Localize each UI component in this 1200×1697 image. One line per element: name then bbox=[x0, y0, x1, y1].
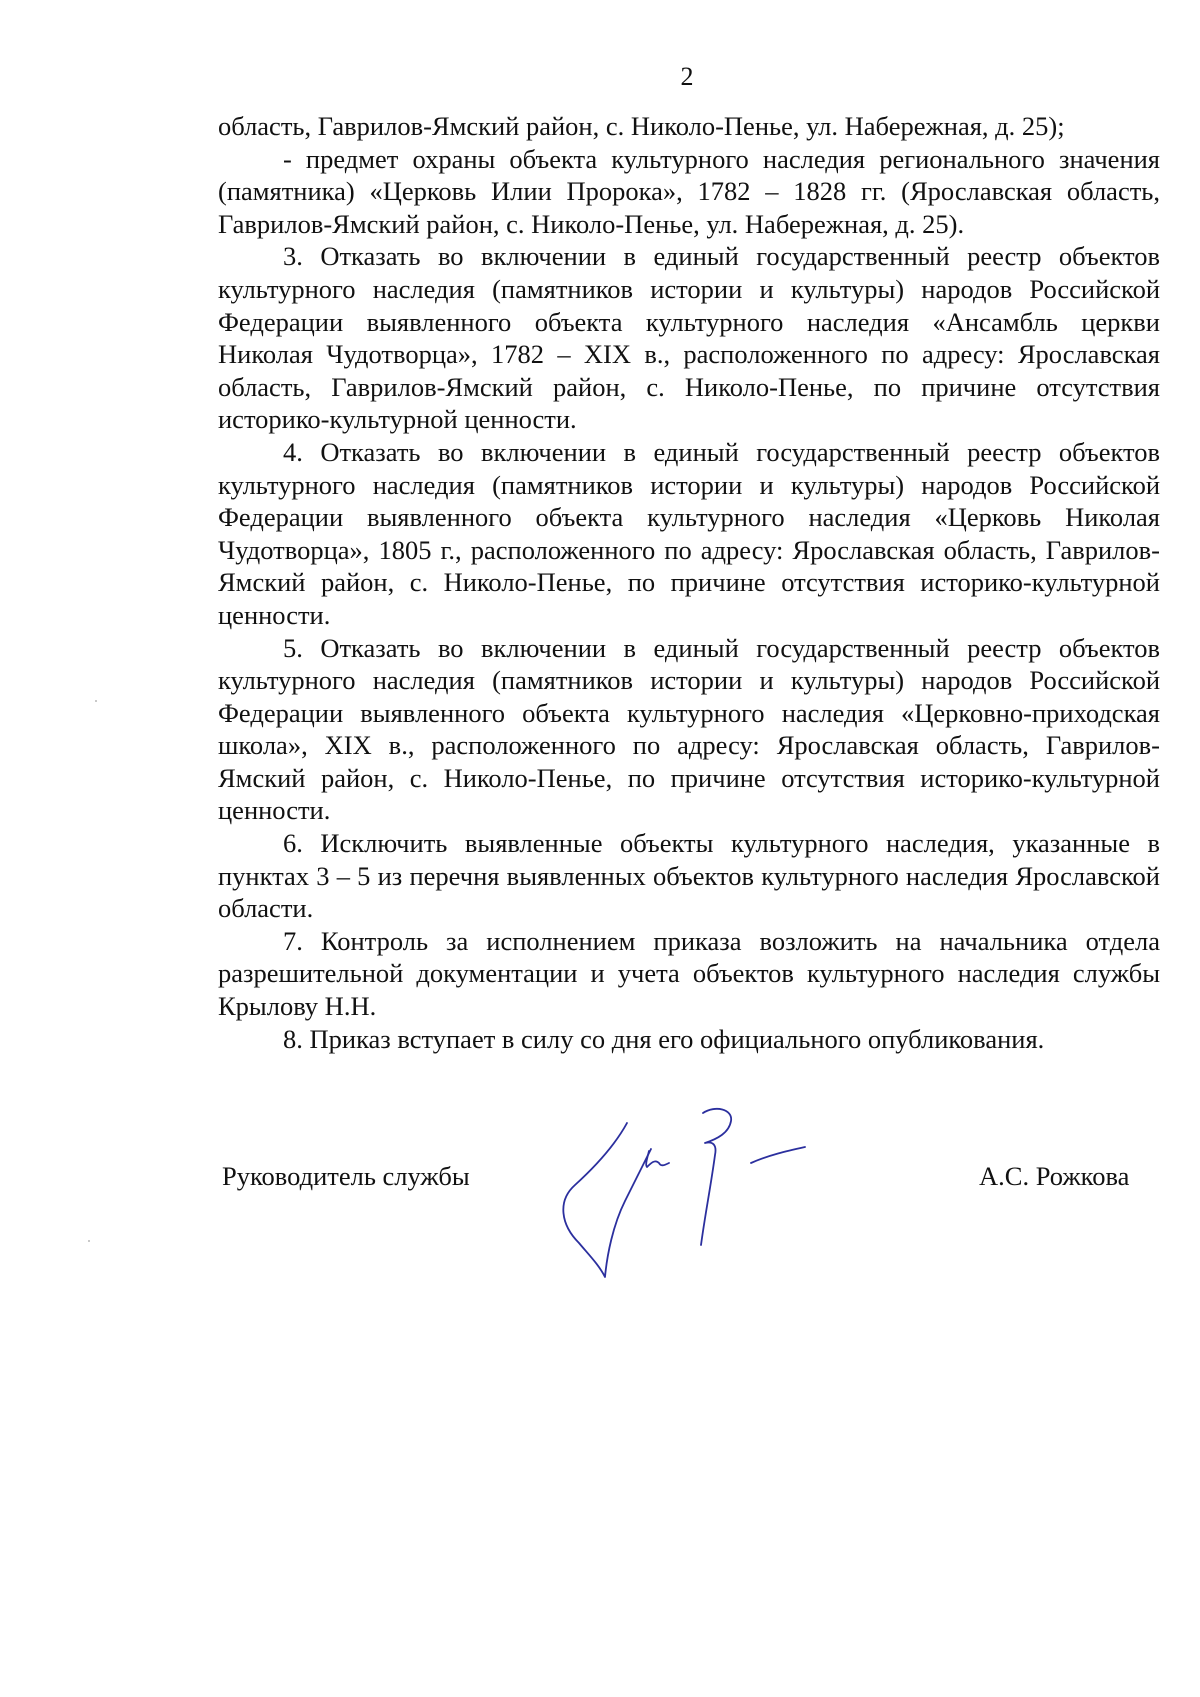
signatory-name: А.С. Рожкова bbox=[979, 1161, 1130, 1191]
scan-speck bbox=[88, 1240, 90, 1242]
paragraph-item-4: 4. Отказать во включении в единый государственный реестр объектов культурного наследия (памятников истории и культуры) народов Российской Федерации выявленного объекта культурного наследия «Церковь Николая Чудотворца», 1805 г., расположенного по адресу: Ярославская область, Гаврилов-Ямский район, с. Николо-Пенье, по причине отсутствия историко-культурной ценности. bbox=[218, 436, 1160, 630]
paragraph-item-6: 6. Исключить выявленные объекты культурного наследия, указанные в пунктах 3 – 5 из перечня выявленных объектов культурного наследия Ярославской области. bbox=[218, 828, 1160, 924]
signature-block bbox=[0, 1105, 1200, 1305]
paragraph-protection-subject: - предмет охраны объекта культурного наследия регионального значения (памятника) «Церковь Илии Пророка», 1782 – 1828 гг. (Ярославская область, Гаврилов-Ямский район, с. Николо-Пенье, ул. Набережная, д. 25). bbox=[218, 143, 1160, 239]
signatory-title: Руководитель службы bbox=[222, 1161, 470, 1191]
page-number: 2 bbox=[680, 62, 694, 91]
paragraph-item-5: 5. Отказать во включении в единый государственный реестр объектов культурного наследия (памятников истории и культуры) народов Российской Федерации выявленного объекта культурного наследия «Церковно-приходская школа», XIX в., расположенного по адресу: Ярославская область, Гаврилов-Ямский район, с. Николо-Пенье, по причине отсутствия историко-культурной ценности. bbox=[218, 632, 1160, 826]
handwritten-signature bbox=[555, 1105, 825, 1285]
paragraph-item-3: 3. Отказать во включении в единый государственный реестр объектов культурного наследия (памятников истории и культуры) народов Российской Федерации выявленного объекта культурного наследия «Ансамбль церкви Николая Чудотворца», 1782 – XIX в., расположенного по адресу: Ярославская область, Гаврилов-Ямский район, с. Николо-Пенье, по причине отсутствия историко-культурной ценности. bbox=[218, 241, 1160, 435]
paragraph-address-continuation: область, Гаврилов-Ямский район, с. Николо-Пенье, ул. Набережная, д. 25); bbox=[218, 111, 1065, 141]
scan-speck bbox=[95, 700, 97, 702]
paragraph-item-7: 7. Контроль за исполнением приказа возложить на начальника отдела разрешительной документации и учета объектов культурного наследия службы Крылову Н.Н. bbox=[218, 925, 1160, 1022]
paragraph-item-8: 8. Приказ вступает в силу со дня его официального опубликования. bbox=[283, 1023, 1045, 1054]
document-body bbox=[218, 110, 1160, 1055]
